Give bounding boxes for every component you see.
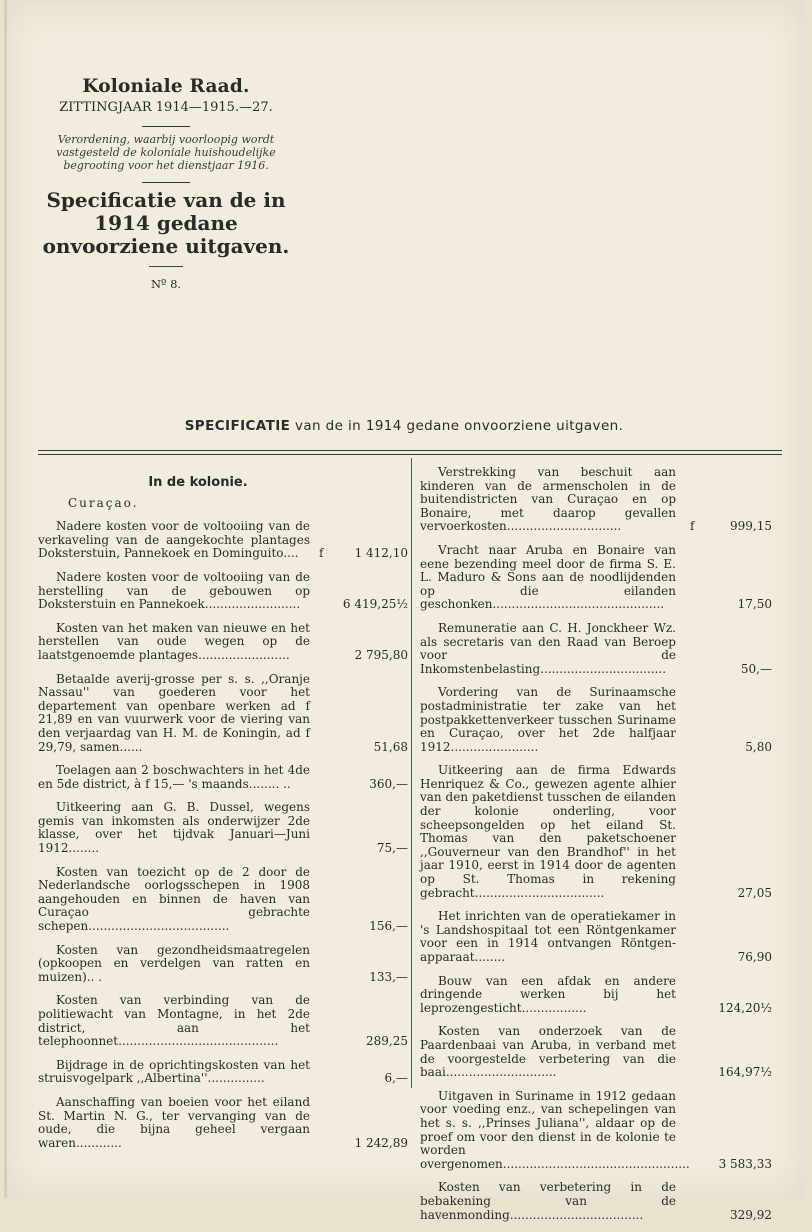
entry-amount: 289,25 xyxy=(366,1034,408,1049)
entry-amount: 2 795,80 xyxy=(354,647,408,662)
expense-entry xyxy=(38,622,408,663)
entry-amount: 1 412,10 xyxy=(354,546,408,561)
entry-description: Remuneratie aan C. H. Jonckheer Wz. als secretaris van den Raad van Beroep voor de Inkomstenbelasting................................. xyxy=(420,620,676,676)
document-header xyxy=(34,76,298,291)
entry-description: Kosten van toezicht op de 2 door de Nederlandsche oorlogsschepen in 1908 aangehouden en binnen de haven van Curaçao gebrachte schepen..................................... xyxy=(38,864,310,934)
entry-description: Uitkeering aan de firma Edwards Henriquez & Co., gewezen agente alhier van den paketdienst tusschen de eilanden der kolonie onderling, voor scheepsongelden op het eiland St. Thomas van den paketschoener ,,Gouverneur van den Brandhof'' in het jaar 1910, eerst in 1914 door de agenten op St. Thomas in rekening gebracht.................................. xyxy=(420,763,676,900)
column-separator xyxy=(411,458,412,1088)
entry-description: Uitkeering aan G. B. Dussel, wegens gemis van inkomsten als onderwijzer 2de klasse, over het tijdvak Januari—Juni 1912........ xyxy=(38,800,310,856)
entry-amount: 75,— xyxy=(376,841,408,856)
expense-entry xyxy=(420,686,774,754)
entry-description: Kosten van het maken van nieuwe en het herstellen van oude wegen op de laatstgenoemde plantages........................ xyxy=(38,620,310,662)
entry-description: Vordering van de Surinaamsche postadministratie ter zake van het postpakkettenverkeer tusschen Suriname en Curaçao, over het 2de halfjaar 1912....................... xyxy=(420,685,676,754)
left-column xyxy=(38,476,408,1160)
expense-entry xyxy=(38,1096,408,1150)
expense-entry xyxy=(38,994,408,1048)
expense-entry xyxy=(38,944,408,985)
council-title: Koloniale Raad. xyxy=(82,76,250,97)
expense-entry xyxy=(38,764,408,791)
entry-description: Nadere kosten voor de voltooiing van de herstelling van de gebouwen op Doksterstuin en Pannekoek......................... xyxy=(38,569,310,612)
header-divider xyxy=(142,182,190,183)
entry-amount: 27,05 xyxy=(737,885,772,900)
entry-amount: 5,80 xyxy=(745,739,772,754)
entry-amount: 17,50 xyxy=(737,597,772,612)
currency-symbol: f xyxy=(319,546,324,561)
entry-description: Kosten van verbinding van de politiewacht van Montagne, in het 2de district, aan het telephoonnet.......................................... xyxy=(38,993,310,1049)
expense-entry xyxy=(420,622,774,676)
entry-description: Het inrichten van de operatiekamer in 's Landshospitaal tot een Röntgenkamer voor een in 1914 ontvangen Röntgen-apparaat........ xyxy=(420,909,676,964)
specification-title: Specificatie van de in 1914 gedane onvoorziene uitgaven. xyxy=(42,188,290,258)
entry-description: Bijdrage in de oprichtingskosten van het struisvogelpark ,,Albertina''............... xyxy=(38,1057,310,1086)
entry-description: Betaalde averij-grosse per s. s. ,,Oranje Nassau'' van goederen voor het departement van openbare werken ad f 21,89 en van vuurwerk voor de viering van den verjaardag van H. M. de Koningin, ad f 29,79, samen...... xyxy=(38,671,310,754)
expense-entry xyxy=(38,673,408,755)
ordinance-description: Verordening, waarbij voorloopig wordt vastgesteld de koloniale huishoudelijke begrooting voor het dienstjaar 1916. xyxy=(56,133,276,172)
header-divider xyxy=(149,266,183,267)
main-title xyxy=(4,418,804,434)
entry-description: Toelagen aan 2 boschwachters in het 4de en 5de district, à f 15,— 's maands........ .. xyxy=(38,763,310,791)
entry-amount: 1 242,89 xyxy=(354,1135,408,1150)
session-year: ZITTINGJAAR 1914—1915.—27. xyxy=(59,100,273,115)
entry-description: Kosten van gezondheidsmaatregelen (opkoopen en verdelgen van ratten en muizen).. . xyxy=(38,942,310,984)
table-top-rule xyxy=(38,450,782,451)
currency-symbol: f xyxy=(690,519,695,534)
entry-amount: 133,— xyxy=(369,969,408,984)
main-title-rest: van de in 1914 gedane onvoorziene uitgaven. xyxy=(290,418,624,434)
entry-description: Aanschaffing van boeien voor het eiland St. Martin N. G., ter vervanging van de oude, die bijna geheel vergaan waren............ xyxy=(38,1094,310,1150)
document-page xyxy=(4,0,804,1222)
entry-amount: 76,90 xyxy=(737,950,772,964)
expense-entry xyxy=(420,1181,774,1222)
main-title-bold: SPECIFICATIE xyxy=(184,418,291,434)
right-entries xyxy=(420,466,774,1222)
document-number: Nº 8. xyxy=(150,277,182,291)
entry-amount: 50,— xyxy=(740,661,772,676)
expense-entry xyxy=(420,544,774,612)
entry-amount: 360,— xyxy=(369,776,408,791)
entry-amount: 124,20½ xyxy=(718,1000,772,1015)
right-column xyxy=(420,466,774,1232)
entry-amount: 164,97½ xyxy=(718,1065,772,1080)
expense-entry xyxy=(38,520,408,561)
entry-description: Uitgaven in Suriname in 1912 gedaan voor voeding enz., van schepelingen van het s. s. ,,Prinses Juliana'', aldaar op de proef om voor den dienst in de kolonie te worden overgenomen................................................. xyxy=(420,1088,690,1171)
expense-entry xyxy=(38,866,408,934)
expense-entry xyxy=(420,1025,774,1079)
expense-entry xyxy=(420,975,774,1016)
entry-amount: 6 419,25½ xyxy=(342,597,408,612)
expense-entry xyxy=(420,1090,774,1172)
header-divider xyxy=(142,126,190,127)
left-entries xyxy=(38,520,408,1150)
region-heading: Curaçao. xyxy=(68,495,139,510)
table-top-rule xyxy=(38,454,782,455)
entry-amount: 999,15 xyxy=(730,519,772,534)
expense-entry xyxy=(420,466,774,534)
entry-description: Vracht naar Aruba en Bonaire van eene bezending meel door de firma S. E. L. Maduro & Sons aan de noodlijdenden op die eilanden geschonken............................................. xyxy=(420,542,676,612)
entry-description: Verstrekking van beschuit aan kinderen van de armenscholen in de buitendistricten van Curaçao en op Bonaire, met daarop gevallen vervoerkosten.............................. xyxy=(420,465,676,534)
expense-entry xyxy=(420,764,774,900)
entry-description: Bouw van een afdak en andere dringende werken bij het leprozengesticht................. xyxy=(420,973,676,1015)
section-heading: In de kolonie. xyxy=(148,475,248,490)
expense-entry xyxy=(38,571,408,612)
expense-entry xyxy=(38,801,408,855)
entry-amount: 6,— xyxy=(384,1071,408,1086)
expense-entry xyxy=(38,1059,408,1086)
entry-amount: 329,92 xyxy=(730,1207,772,1222)
entry-amount: 156,— xyxy=(369,919,408,934)
entry-description: Kosten van onderzoek van de Paardenbaai van Aruba, in verband met de voorgestelde verbetering van die baai............................. xyxy=(420,1024,676,1080)
entry-description: Kosten van verbetering in de bebakening van de havenmonding................................... xyxy=(420,1180,676,1222)
entry-amount: 51,68 xyxy=(373,739,408,754)
entry-description: Nadere kosten voor de voltooiing van de verkaveling van de aangekochte plantages Doksterstuin, Pannekoek en Dominguito.... xyxy=(38,519,310,561)
expense-entry xyxy=(420,910,774,964)
entry-amount: 3 583,33 xyxy=(718,1156,772,1171)
